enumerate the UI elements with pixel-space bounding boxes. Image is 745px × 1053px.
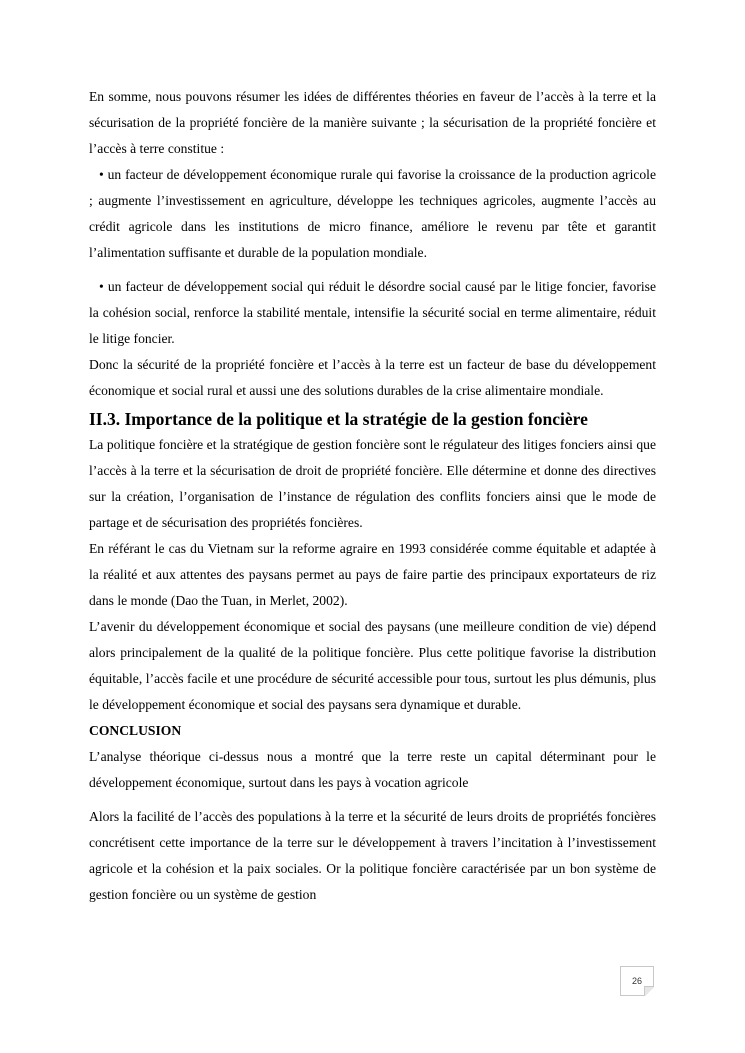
bullet-economic-text: un facteur de développement économique rurale qui favorise la croissance de la production agricole ; augmente l’investissement en agriculture, développe les techniques agricoles, augmente l’accès au crédit agricole dans les institutions de micro finance, améliore le revenu par tête et garantit l’alimentation suffisante et durable de la population mondiale. <box>89 167 656 260</box>
page-curl-icon <box>644 986 654 996</box>
conclusion-heading: CONCLUSION <box>89 723 182 738</box>
bullet-dot-icon: • <box>99 167 104 182</box>
paragraph-summary: En somme, nous pouvons résumer les idées de différentes théories en faveur de l’accès à la terre et la sécurisation de la propriété foncière de la manière suivante ; la sécurisation de la propriété foncière et l’accès à terre constitue : <box>89 89 656 156</box>
paragraph-donc: Donc la sécurité de la propriété foncière et l’accès à la terre est un facteur de base du développement économique et social rural et aussi une des solutions durables de la crise alimentaire mondiale. <box>89 357 656 398</box>
paragraph-analyse: L’analyse théorique ci-dessus nous a montré que la terre reste un capital déterminant pour le développement économique, surtout dans les pays à vocation agricole <box>89 749 656 790</box>
bullet-social <box>89 274 656 352</box>
paragraph-avenir: L’avenir du développement économique et social des paysans (une meilleure condition de vie) dépend alors principalement de la qualité de la politique foncière. Plus cette politique favorise la distribution équitable, l’accès facile et une procédure de sécurité accessible pour tous, surtout les plus démunis, plus le développement économique et social des paysans sera dynamique et durable. <box>89 619 656 712</box>
bullet-economic <box>89 162 656 266</box>
paragraph-politique: La politique foncière et la stratégique de gestion foncière sont le régulateur des litiges fonciers ainsi que l’accès à la terre et la sécurisation de droit de propriété foncière. Elle détermine et donne des directives sur la création, l’organisation de l’instance de régulation des conflits fonciers ainsi que le mode de partage et de sécurisation des propriétés foncières. <box>89 437 656 530</box>
document-body <box>89 84 656 908</box>
bullet-dot-icon: • <box>99 279 104 294</box>
bullet-social-text: un facteur de développement social qui réduit le désordre social causé par le litige foncier, favorise la cohésion social, renforce la stabilité mentale, intensifie la sécurité social en terme alimentaire, réduit le litige foncier. <box>89 279 656 346</box>
page-number: 26 <box>631 976 642 986</box>
section-heading: II.3. Importance de la politique et la stratégie de la gestion foncière <box>89 409 588 429</box>
paragraph-vietnam: En référant le cas du Vietnam sur la reforme agraire en 1993 considérée comme équitable et adaptée à la réalité et aux attentes des paysans permet au pays de faire partie des principaux exportateurs de riz dans le monde (Dao the Tuan, in Merlet, 2002). <box>89 541 656 608</box>
page-number-box <box>620 966 654 996</box>
paragraph-alors: Alors la facilité de l’accès des populations à la terre et la sécurité de leurs droits de propriétés foncières concrétisent cette importance de la terre sur le développement à travers l’incitation à l’investissement agricole et la cohésion et la paix sociales. Or la politique foncière caractérisée par un bon système de gestion foncière ou un système de gestion <box>89 809 656 902</box>
